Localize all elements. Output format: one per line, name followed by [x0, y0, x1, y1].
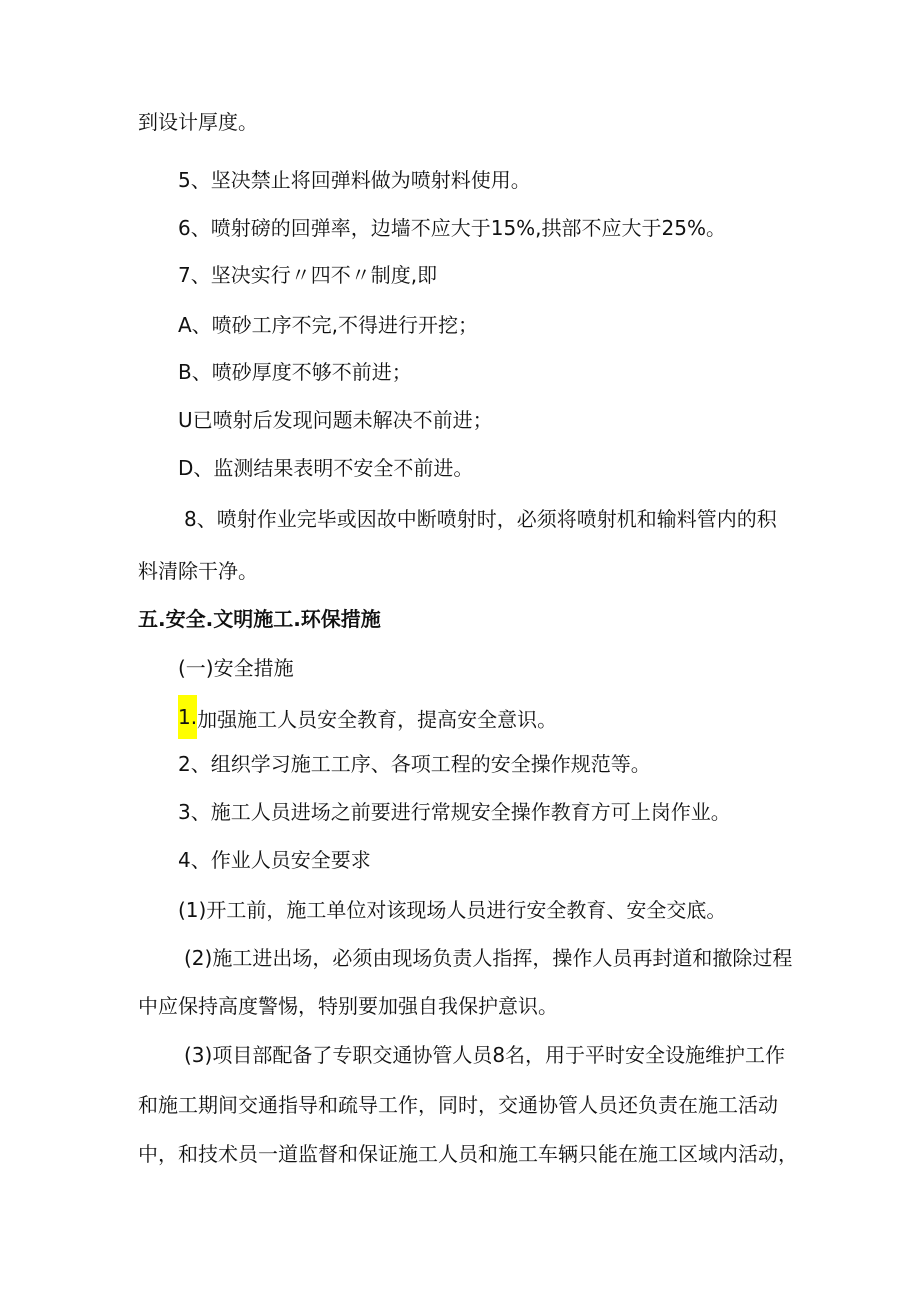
list-item: D、监测结果表明不安全不前进。 [178, 456, 474, 480]
text-line: 中应保持高度警惕，特别要加强自我保护意识。 [138, 994, 558, 1018]
text-line: 到设计厚度。 [138, 110, 258, 134]
list-item: (1)开工前，施工单位对该现场人员进行安全教育、安全交底。 [178, 898, 727, 922]
list-item: U已喷射后发现问题未解决不前进； [178, 408, 493, 432]
list-item: 6、喷射磅的回弹率，边墙不应大于15%,拱部不应大于25%。 [178, 216, 726, 240]
text-line: 和施工期间交通指导和疏导工作，同时，交通协管人员还负责在施工活动 [138, 1093, 778, 1117]
list-item: 8、喷射作业完毕或因故中断喷射时，必须将喷射机和输料管内的积 [184, 507, 777, 531]
list-item: 2、组织学习施工工序、各项工程的安全操作规范等。 [178, 752, 651, 776]
section-heading: 五.安全.文明施工.环保措施 [138, 607, 381, 631]
list-item: 4、作业人员安全要求 [178, 848, 371, 872]
list-item: (2)施工进出场，必须由现场负责人指挥，操作人员再封道和撤除过程 [184, 946, 793, 970]
list-item: B、喷砂厚度不够不前进； [178, 360, 412, 384]
list-item: 3、施工人员进场之前要进行常规安全操作教育方可上岗作业。 [178, 800, 731, 824]
subsection-heading: (一)安全措施 [178, 656, 294, 680]
list-item: 7、坚决实行〃四不〃制度,即 [178, 263, 438, 287]
list-item-text: 加强施工人员安全教育，提高安全意识。 [197, 707, 558, 732]
list-item: A、喷砂工序不完,不得进行开挖； [178, 313, 479, 337]
text-line: 中，和技术员一道监督和保证施工人员和施工车辆只能在施工区域内活动， [138, 1142, 798, 1166]
text-line: 料清除干净。 [138, 559, 258, 583]
list-item: (3)项目部配备了专职交通协管人员8名，用于平时安全设施维护工作 [184, 1043, 786, 1067]
list-item: 5、坚决禁止将回弹料做为喷射料使用。 [178, 168, 531, 192]
list-item [178, 703, 557, 739]
highlighted-marker: 1. [178, 695, 197, 739]
